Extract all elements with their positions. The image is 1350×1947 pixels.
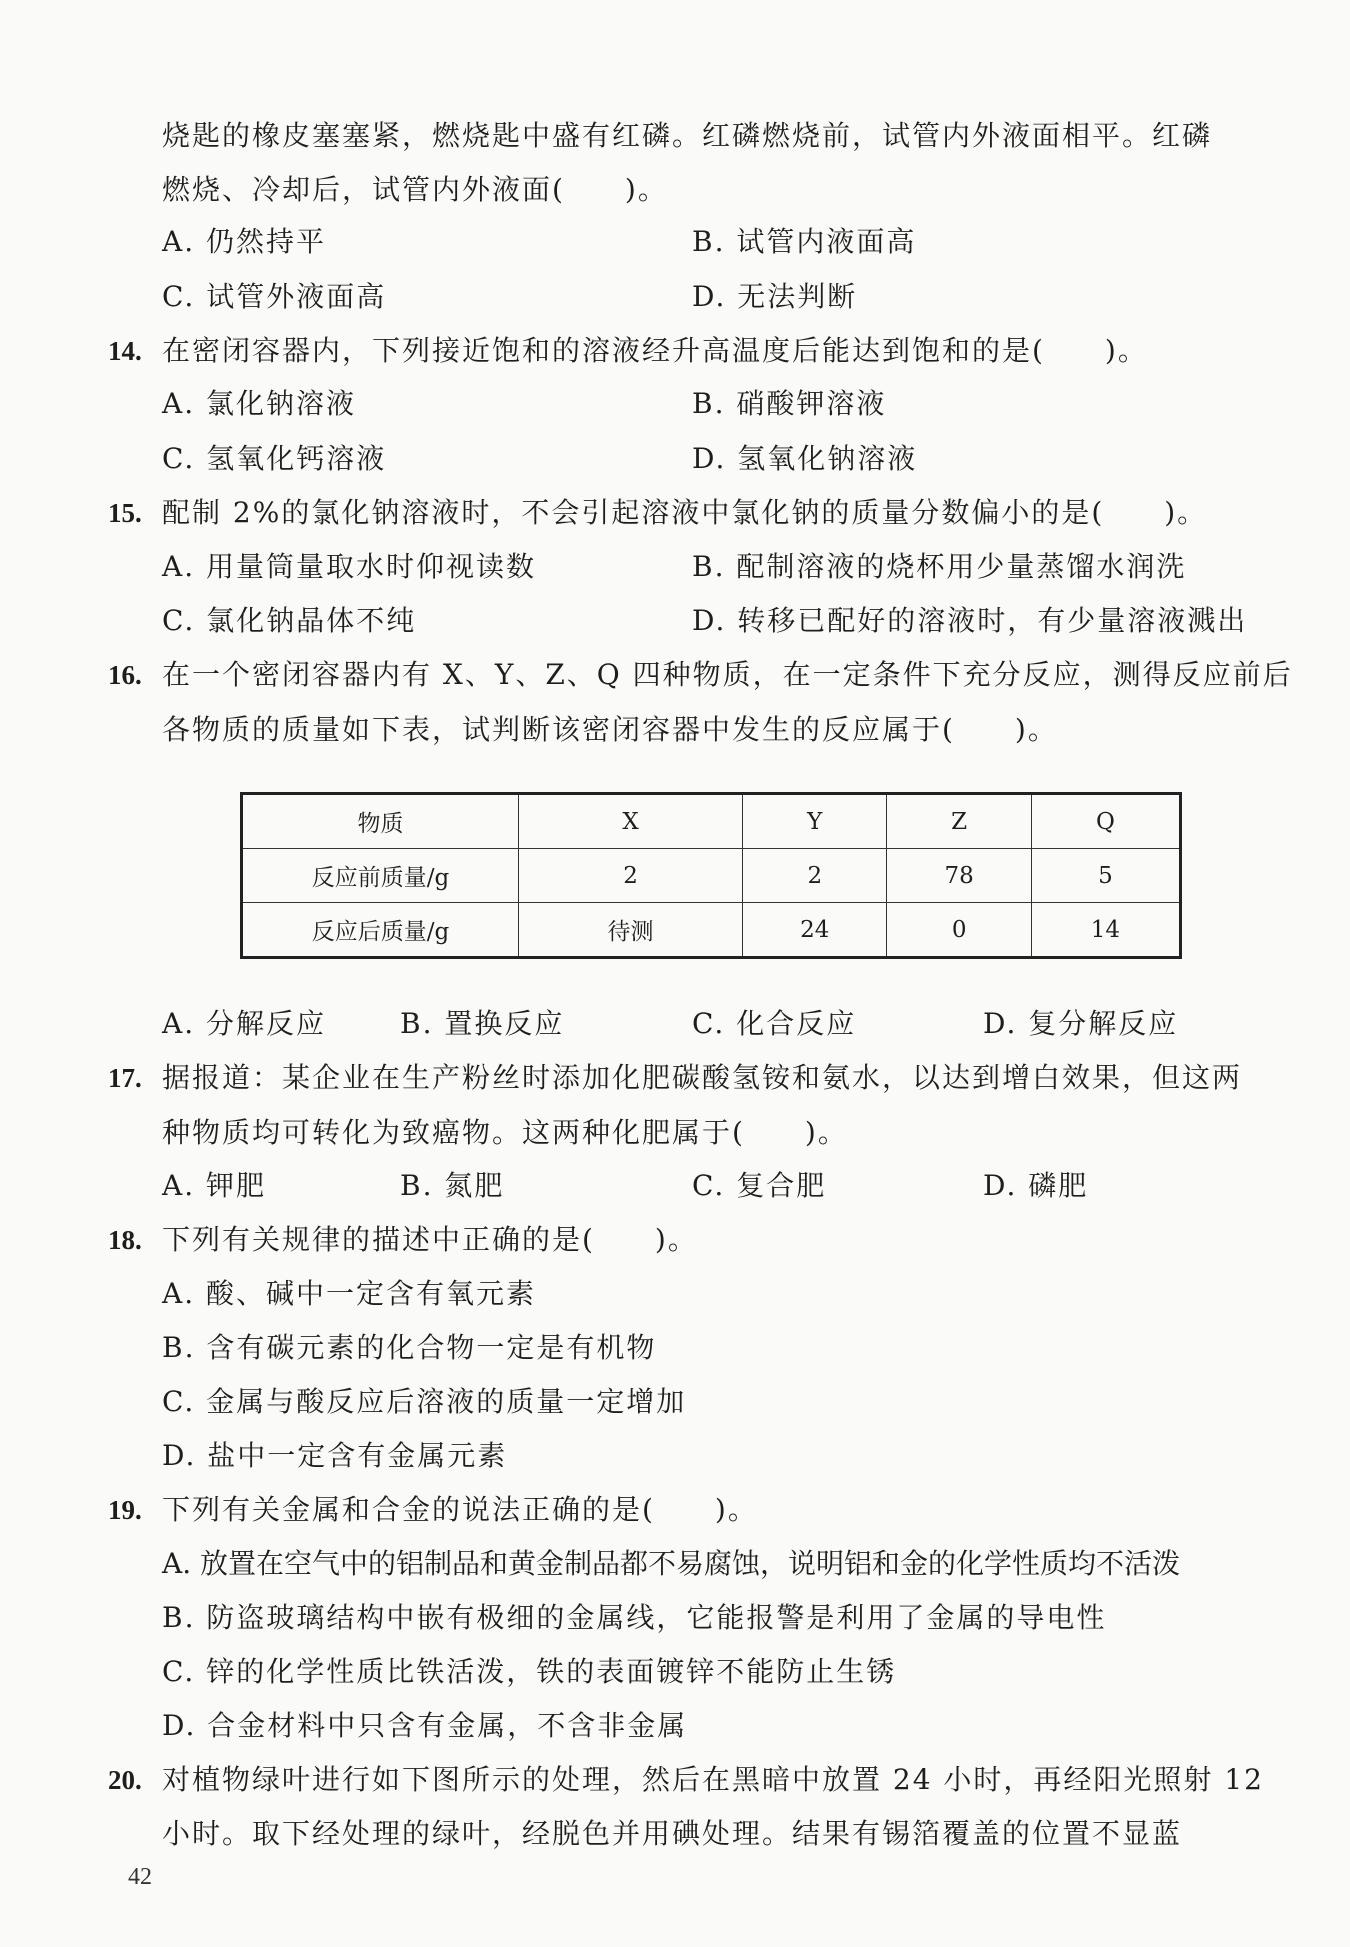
q13-option-d: D. 无法判断 [692,280,858,313]
q16-option-a: A. 分解反应 [162,1007,327,1040]
q13-option-c: C. 试管外液面高 [162,280,387,313]
q19-option-d: D. 合金材料中只含有金属，不含非金属 [162,1709,688,1742]
q18-text: 下列有关规律的描述中正确的是( )。 [162,1223,698,1256]
q18-option-c: C. 金属与酸反应后溶液的质量一定增加 [162,1385,687,1418]
q20-line-1: 对植物绿叶进行如下图所示的处理，然后在黑暗中放置 24 小时，再经阳光照射 12 [162,1763,1264,1796]
table-cell: 78 [887,849,1031,903]
table-cell: 待测 [519,903,743,958]
q19-number: 19. [108,1495,142,1525]
table-header-row [242,794,1181,849]
q19-option-b: B. 防盗玻璃结构中嵌有极细的金属线，它能报警是利用了金属的导电性 [162,1601,1107,1634]
q18-option-d: D. 盐中一定含有金属元素 [162,1439,508,1472]
q17-option-a: A. 钾肥 [162,1169,267,1202]
q14-number: 14. [108,336,142,366]
q16-line-2: 各物质的质量如下表，试判断该密闭容器中发生的反应属于( )。 [162,713,1058,746]
table-cell: Z [887,794,1031,849]
q18-option-a: A. 酸、碱中一定含有氧元素 [162,1277,537,1310]
q19-option-a: A. 放置在空气中的铝制品和黄金制品都不易腐蚀，说明铝和金的化学性质均不活泼 [162,1547,1181,1580]
mass-table [240,792,1182,959]
q16-number: 16. [108,660,142,690]
q17-line-1: 据报道：某企业在生产粉丝时添加化肥碳酸氢铵和氨水，以达到增白效果，但这两 [162,1061,1243,1094]
q17-option-d: D. 磷肥 [983,1169,1089,1202]
q18-number: 18. [108,1225,142,1255]
table-cell: 24 [743,903,887,958]
q19-option-c: C. 锌的化学性质比铁活泼，铁的表面镀锌不能防止生锈 [162,1655,897,1688]
q17-number: 17. [108,1063,142,1093]
q19-text: 下列有关金属和合金的说法正确的是( )。 [162,1493,758,1526]
table-cell: 5 [1031,849,1180,903]
table-cell: 反应前质量/g [242,849,519,903]
q14-option-c: C. 氢氧化钙溶液 [162,442,387,475]
q17-line-2: 种物质均可转化为致癌物。这两种化肥属于( )。 [162,1116,848,1149]
q13-line-1: 烧匙的橡皮塞塞紧，燃烧匙中盛有红磷。红磷燃烧前，试管内外液面相平。红磷 [162,119,1213,152]
table-row [242,849,1181,903]
q16-option-c: C. 化合反应 [692,1007,857,1040]
table-cell: 反应后质量/g [242,903,519,958]
table-cell: 物质 [242,794,519,849]
q14-text: 在密闭容器内，下列接近饱和的溶液经升高温度后能达到饱和的是( )。 [162,334,1148,367]
page-number: 42 [128,1864,152,1890]
q14-option-d: D. 氢氧化钠溶液 [692,442,918,475]
table-cell: 2 [743,849,887,903]
q16-option-b: B. 置换反应 [400,1007,565,1040]
q18-option-b: B. 含有碳元素的化合物一定是有机物 [162,1331,657,1364]
table-cell: 2 [519,849,743,903]
q16-line-1: 在一个密闭容器内有 X、Y、Z、Q 四种物质，在一定条件下充分反应，测得反应前后 [162,658,1293,691]
q15-option-d: D. 转移已配好的溶液时，有少量溶液溅出 [692,604,1248,637]
table-cell: X [519,794,743,849]
table-cell: 0 [887,903,1031,958]
table-cell: Y [743,794,887,849]
q15-number: 15. [108,498,142,528]
q14-option-a: A. 氯化钠溶液 [162,387,357,420]
table-row [242,903,1181,958]
q17-option-c: C. 复合肥 [692,1169,827,1202]
q13-option-a: A. 仍然持平 [162,225,327,258]
table-cell: 14 [1031,903,1180,958]
q15-option-a: A. 用量筒量取水时仰视读数 [162,550,537,583]
q14-option-b: B. 硝酸钾溶液 [692,387,887,420]
q20-number: 20. [108,1765,142,1795]
q15-text: 配制 2%的氯化钠溶液时，不会引起溶液中氯化钠的质量分数偏小的是( )。 [162,496,1208,529]
q15-option-c: C. 氯化钠晶体不纯 [162,604,417,637]
q16-option-d: D. 复分解反应 [983,1007,1179,1040]
q13-option-b: B. 试管内液面高 [692,225,917,258]
q17-option-b: B. 氮肥 [400,1169,505,1202]
table-cell: Q [1031,794,1180,849]
q15-option-b: B. 配制溶液的烧杯用少量蒸馏水润洗 [692,550,1187,583]
q13-line-2: 燃烧、冷却后，试管内外液面( )。 [162,173,668,206]
q20-line-2: 小时。取下经处理的绿叶，经脱色并用碘处理。结果有锡箔覆盖的位置不显蓝 [162,1817,1183,1850]
